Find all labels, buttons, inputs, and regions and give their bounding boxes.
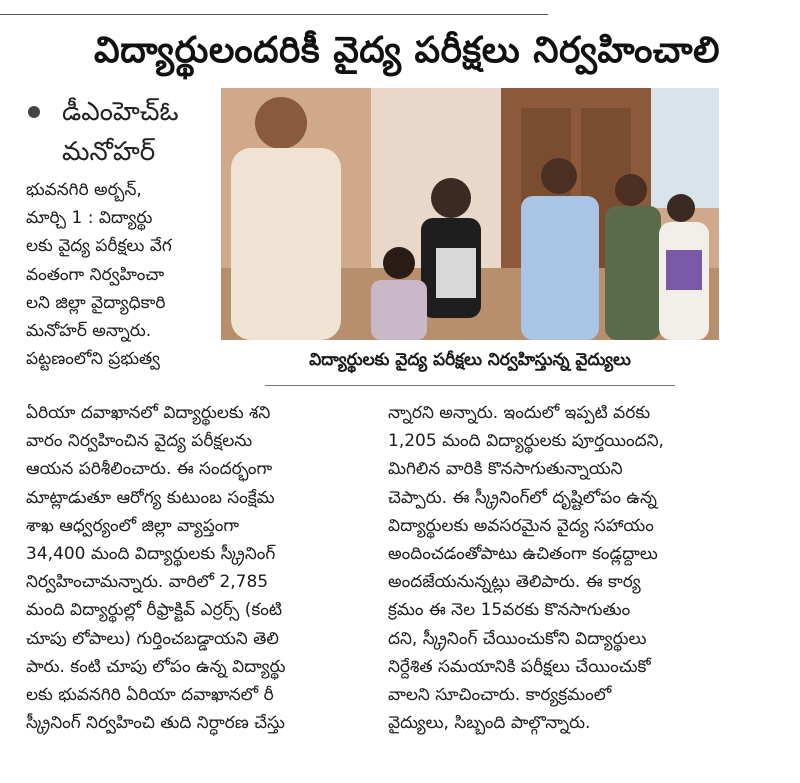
column-a-line: వంతంగా నిర్వహించా xyxy=(26,264,165,285)
column-b-line: ఆయన పరిశీలించారు. ఈ సందర్భంగా xyxy=(26,459,273,480)
column-c-line: వైద్యులు, సిబ్బంది పాల్గొన్నారు. xyxy=(388,713,591,734)
column-a-line: లని జిల్లా వైద్యాధికారి xyxy=(26,292,166,313)
column-c-line: వాలని సూచించారు. కార్యక్రమంలో xyxy=(388,684,612,705)
column-c xyxy=(388,399,728,737)
column-c-line: 1,205 మంది విద్యార్థులకు పూర్తయిందని, xyxy=(388,431,664,452)
column-c-line: మిగిలిన వారికి కొనసాగుతున్నాయని xyxy=(388,459,623,480)
column-b-line: మంది విద్యార్థుల్లో రీఫ్రాక్టివ్ ఎర్రర్స్ (కంటి xyxy=(26,600,282,621)
column-c-line: క్రమం ఈ నెల 15వరకు కొనసాగుతుం xyxy=(388,600,631,621)
column-c-line: అందజేయనున్నట్లు తెలిపారు. ఈ కార్య xyxy=(388,572,641,593)
column-b-line: 34,400 మంది విద్యార్థులకు స్క్రీనింగ్ xyxy=(26,543,276,564)
column-a-line: మనోహర్ అన్నారు. xyxy=(26,320,152,341)
byline-name xyxy=(62,92,179,172)
column-a-line: భువనగిరి అర్బన్, xyxy=(26,180,142,200)
column-a-line: లకు వైద్య పరీక్షలు వేగ xyxy=(26,236,172,257)
column-b-line: చూపు లోపాలు) గుర్తించబడ్డాయని తెలి xyxy=(26,628,279,649)
caption-rule xyxy=(265,385,675,386)
column-c-line: విద్యార్థులకు అవసరమైన వైద్య సహాయం xyxy=(388,515,654,536)
photo-illustration xyxy=(221,88,719,340)
column-b-line: లకు భువనగిరి ఏరియా దవాఖానలో రీ xyxy=(26,684,274,705)
column-c-line: చెప్పారు. ఈ స్క్రీనింగ్‌లో దృష్టిలోపం ఉన్న xyxy=(388,487,657,508)
column-b-line: మాట్లాడుతూ ఆరోగ్య కుటుంబ సంక్షేమ xyxy=(26,487,275,508)
top-rule xyxy=(0,14,548,15)
photo-caption: విద్యార్థులకు వైద్య పరీక్షలు నిర్వహిస్తున్న వైద్యులు xyxy=(309,350,631,370)
headline: విద్యార్థులందరికీ వైద్య పరీక్షలు నిర్వహించాలి xyxy=(94,30,720,71)
column-b-line: స్క్రీనింగ్ నిర్వహించి తుది నిర్ధారణ చేస్తు xyxy=(26,713,285,734)
column-a-line: మార్చి 1 : విద్యార్థు xyxy=(26,208,153,229)
column-c-line: నిర్దేశిత సమయానికి పరీక్షలు చేయించుకో xyxy=(388,656,651,677)
news-photo xyxy=(221,88,719,340)
column-c-line: న్నారని అన్నారు. ఇందులో ఇప్పటి వరకు xyxy=(388,403,651,423)
column-b-line: వారం నిర్వహించిన వైద్య పరీక్షలను xyxy=(26,431,253,452)
column-c-line: దని, స్క్రీనింగ్ చేయించుకోని విద్యార్థులు xyxy=(388,628,647,649)
byline-line-2: మనోహర్ xyxy=(62,137,156,167)
column-a xyxy=(26,176,216,373)
column-b xyxy=(26,399,376,737)
column-c-line: అందించడంతోపాటు ఉచితంగా కండ్లద్దాలు xyxy=(388,543,658,564)
column-a-line: పట్టణంలోని ప్రభుత్వ xyxy=(26,349,160,370)
column-b-line: ఏరియా దవాఖానలో విద్యార్థులకు శని xyxy=(26,403,271,423)
byline-line-1: డీఎంహెచ్‌ఓ xyxy=(62,97,179,127)
column-b-line: నిర్వహించామన్నారు. వారిలో 2,785 xyxy=(26,572,269,593)
column-b-line: శాఖ ఆధ్వర్యంలో జిల్లా వ్యాప్తంగా xyxy=(26,515,240,536)
column-b-line: పారు. కంటి చూపు లోపం ఉన్న విద్యార్థు xyxy=(26,656,286,677)
bullet-icon xyxy=(28,106,40,118)
